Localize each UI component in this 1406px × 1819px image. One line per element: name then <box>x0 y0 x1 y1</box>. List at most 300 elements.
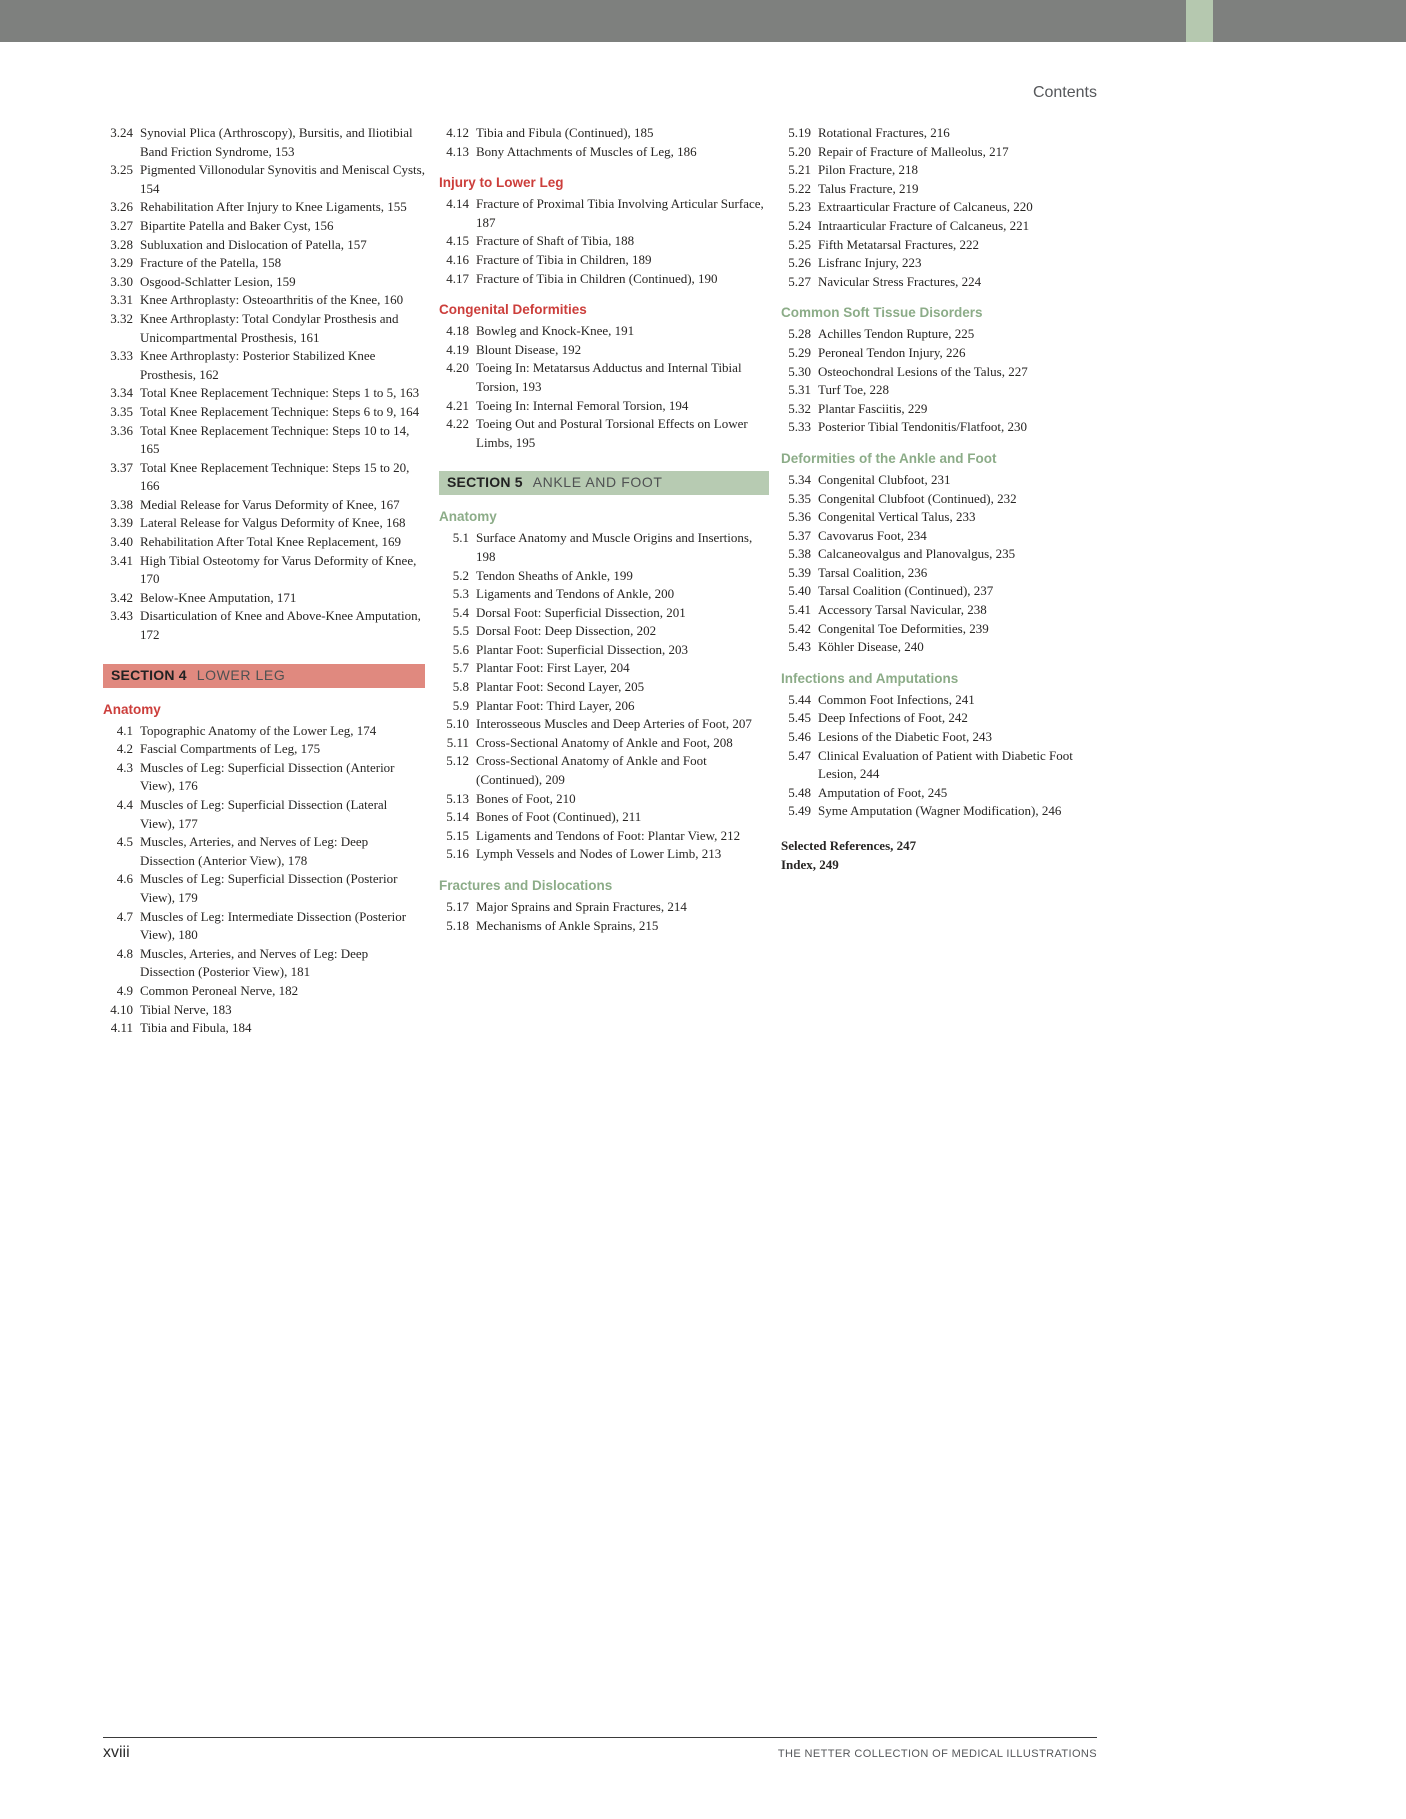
entry-number: 3.26 <box>110 199 133 215</box>
entry-number: 5.6 <box>452 641 469 657</box>
entry-number: 5.9 <box>452 697 469 713</box>
entry-title: Osteochondral Lesions of the Talus, 227 <box>818 363 1028 379</box>
toc-entry <box>103 740 425 759</box>
toc-entry <box>103 908 425 945</box>
toc-entry <box>103 403 425 422</box>
entry-title: Fascial Compartments of Leg, 175 <box>140 741 321 757</box>
toc-subheading: Anatomy <box>439 509 497 525</box>
entry-number: 5.46 <box>788 729 811 745</box>
entry-title: Congenital Toe Deformities, 239 <box>818 620 989 636</box>
toc-subheading: Injury to Lower Leg <box>439 175 564 191</box>
entry-number: 4.14 <box>446 196 469 212</box>
toc-entry <box>439 567 769 586</box>
entry-number: 5.29 <box>788 344 811 360</box>
page-edge-tab <box>1186 0 1213 42</box>
entry-title: Muscles, Arteries, and Nerves of Leg: Deep Dissection (Posterior View), 181 <box>140 945 369 980</box>
toc-entry <box>781 217 1111 236</box>
toc-entry <box>439 827 769 846</box>
entry-title: Toeing Out and Postural Torsional Effects on Lower Limbs, 195 <box>476 416 748 450</box>
entry-title: Lateral Release for Valgus Deformity of Knee, 168 <box>140 515 406 531</box>
toc-entry <box>439 917 769 936</box>
toc-subheading: Common Soft Tissue Disorders <box>781 305 983 321</box>
toc-entry <box>103 310 425 347</box>
entry-number: 3.31 <box>110 292 133 308</box>
entry-title: Common Peroneal Nerve, 182 <box>140 982 299 998</box>
toc-entry <box>439 232 769 251</box>
toc-entry <box>439 585 769 604</box>
entry-title: Dorsal Foot: Superficial Dissection, 201 <box>476 604 686 620</box>
entry-title: Tarsal Coalition, 236 <box>818 564 928 580</box>
entry-title: Köhler Disease, 240 <box>818 639 924 655</box>
entry-number: 4.22 <box>446 416 469 432</box>
entry-title: Rehabilitation After Total Knee Replacement, 169 <box>140 534 401 550</box>
entry-number: 4.2 <box>116 741 133 757</box>
entry-number: 3.30 <box>110 273 133 289</box>
section-title: ANKLE AND FOOT <box>532 474 663 491</box>
entry-title: Below-Knee Amputation, 171 <box>140 589 297 605</box>
toc-subheading: Deformities of the Ankle and Foot <box>781 450 997 466</box>
entry-title: Deep Infections of Foot, 242 <box>818 710 968 726</box>
entry-number: 5.32 <box>788 400 811 416</box>
toc-entry <box>439 124 769 143</box>
toc-entry <box>103 552 425 589</box>
toc-entry <box>103 124 425 161</box>
entry-number: 5.44 <box>788 691 811 707</box>
toc-entry <box>781 709 1111 728</box>
entry-number: 4.11 <box>110 1020 133 1036</box>
toc-entry <box>103 833 425 870</box>
entry-title: Lisfranc Injury, 223 <box>818 255 922 271</box>
entry-title: Bowleg and Knock-Knee, 191 <box>476 323 635 339</box>
entry-title: Ligaments and Tendons of Ankle, 200 <box>476 586 675 602</box>
entry-number: 5.2 <box>452 567 469 583</box>
entry-title: Plantar Foot: First Layer, 204 <box>476 660 630 676</box>
toc-entry <box>103 384 425 403</box>
toc-subheading: Fractures and Dislocations <box>439 878 613 893</box>
entry-title: Topographic Anatomy of the Lower Leg, 174 <box>140 722 377 738</box>
entry-title: Repair of Fracture of Malleolus, 217 <box>818 143 1009 159</box>
entry-title: Talus Fracture, 219 <box>818 180 919 196</box>
toc-entry <box>103 198 425 217</box>
entry-number: 5.18 <box>446 917 469 933</box>
entry-number: 3.42 <box>110 589 133 605</box>
entry-number: 5.34 <box>788 471 811 487</box>
entry-number: 3.41 <box>110 552 133 568</box>
entry-number: 5.17 <box>446 899 469 914</box>
entry-number: 3.29 <box>110 255 133 271</box>
toc-entry <box>103 982 425 1001</box>
entry-title: Bones of Foot (Continued), 211 <box>476 809 642 825</box>
entry-number: 5.15 <box>446 827 469 843</box>
entry-title: High Tibial Osteotomy for Varus Deformity of Knee, 170 <box>140 552 417 587</box>
entry-title: Dorsal Foot: Deep Dissection, 202 <box>476 623 657 639</box>
toc-content <box>103 124 1111 1038</box>
toc-subheading: Anatomy <box>103 701 161 717</box>
entry-title: Total Knee Replacement Technique: Steps 1 to 5, 163 <box>140 385 420 401</box>
footer-book-title: THE NETTER COLLECTION OF MEDICAL ILLUSTRATIONS <box>777 1748 1097 1760</box>
toc-entry <box>103 291 425 310</box>
toc-entry <box>781 143 1111 162</box>
entry-number: 5.27 <box>788 273 811 289</box>
entry-title: Navicular Stress Fractures, 224 <box>818 273 982 289</box>
entry-number: 4.7 <box>116 908 133 924</box>
toc-subheading: Congenital Deformities <box>439 302 587 318</box>
toc-entry <box>103 236 425 255</box>
entry-title: Tarsal Coalition (Continued), 237 <box>818 583 994 599</box>
entry-title: Fracture of the Patella, 158 <box>140 255 282 271</box>
toc-entry <box>781 601 1111 620</box>
entry-title: Plantar Foot: Second Layer, 205 <box>476 679 645 695</box>
entry-title: Toeing In: Internal Femoral Torsion, 194 <box>476 397 689 413</box>
toc-entry <box>103 347 425 384</box>
toc-entry <box>103 496 425 515</box>
entry-title: Achilles Tendon Rupture, 225 <box>818 326 975 342</box>
toc-entry <box>103 759 425 796</box>
entry-title: Tibia and Fibula, 184 <box>140 1020 252 1036</box>
footer <box>103 1744 1097 1762</box>
entry-number: 3.39 <box>110 515 133 531</box>
toc-entry <box>781 161 1111 180</box>
entry-number: 4.5 <box>116 834 133 850</box>
toc-entry <box>781 728 1111 747</box>
toc-entry <box>781 747 1111 784</box>
toc-entry <box>781 471 1111 490</box>
toc-entry <box>781 802 1111 821</box>
entry-number: 5.25 <box>788 236 811 252</box>
entry-number: 5.16 <box>446 846 469 862</box>
entry-title: Tibial Nerve, 183 <box>140 1001 232 1017</box>
toc-entry <box>439 415 769 452</box>
entry-number: 5.24 <box>788 217 811 233</box>
entry-number: 4.18 <box>446 323 469 339</box>
entry-title: Congenital Vertical Talus, 233 <box>818 509 976 525</box>
toc-entry <box>103 1019 425 1038</box>
entry-number: 5.22 <box>788 180 811 196</box>
entry-number: 4.9 <box>116 982 133 998</box>
entry-number: 5.49 <box>788 803 811 819</box>
entry-number: 5.4 <box>452 604 469 620</box>
entry-title: Common Foot Infections, 241 <box>818 691 975 707</box>
entry-title: Pigmented Villonodular Synovitis and Meniscal Cysts, 154 <box>140 162 425 196</box>
page-title: Contents <box>1032 84 1097 101</box>
entry-number: 5.8 <box>452 679 469 695</box>
entry-number: 5.14 <box>446 809 469 825</box>
entry-number: 5.37 <box>788 527 811 543</box>
entry-number: 4.15 <box>446 233 469 249</box>
toc-entry <box>781 418 1111 437</box>
entry-title: Fracture of Tibia in Children (Continued), 190 <box>476 270 718 286</box>
entry-number: 3.27 <box>110 217 133 233</box>
toc-entry <box>781 273 1111 292</box>
entry-title: Plantar Fasciitis, 229 <box>818 400 928 416</box>
entry-title: Knee Arthroplasty: Osteoarthritis of the Knee, 160 <box>140 292 404 308</box>
footer-divider <box>103 1737 1097 1738</box>
toc-entry <box>781 381 1111 400</box>
entry-title: Calcaneovalgus and Planovalgus, 235 <box>818 546 1016 562</box>
entry-title: Clinical Evaluation of Patient with Diabetic Foot Lesion, 244 <box>818 747 1073 782</box>
entry-number: 4.20 <box>446 360 469 376</box>
entry-title: Bipartite Patella and Baker Cyst, 156 <box>140 217 334 233</box>
toc-entry <box>781 620 1111 639</box>
entry-number: 4.3 <box>116 759 133 775</box>
entry-title: Major Sprains and Sprain Fractures, 214 <box>476 899 687 914</box>
entry-title: Posterior Tibial Tendonitis/Flatfoot, 230 <box>818 419 1028 435</box>
toc-entry <box>103 217 425 236</box>
entry-number: 5.31 <box>788 382 811 398</box>
entry-number: 3.32 <box>110 310 133 326</box>
entry-title: Total Knee Replacement Technique: Steps 6 to 9, 164 <box>140 403 420 419</box>
section-badge: SECTION 4 <box>111 666 187 683</box>
toc-entry <box>439 529 769 566</box>
toc-entry <box>103 161 425 198</box>
entry-title: Mechanisms of Ankle Sprains, 215 <box>476 917 659 933</box>
toc-entry <box>781 254 1111 273</box>
entry-title: Tendon Sheaths of Ankle, 199 <box>476 567 633 583</box>
toc-entry <box>781 508 1111 527</box>
entry-title: Total Knee Replacement Technique: Steps 15 to 20, 166 <box>140 459 410 494</box>
entry-title: Muscles of Leg: Intermediate Dissection (Posterior View), 180 <box>140 908 407 943</box>
entry-title: Pilon Fracture, 218 <box>818 162 919 178</box>
toc-entry <box>103 514 425 533</box>
toc-entry <box>439 143 769 162</box>
entry-title: Muscles of Leg: Superficial Dissection (Posterior View), 179 <box>140 871 398 905</box>
entry-number: 5.42 <box>788 620 811 636</box>
entry-title: Osgood-Schlatter Lesion, 159 <box>140 273 296 289</box>
entry-number: 3.37 <box>110 459 133 475</box>
toc-column-middle <box>439 124 769 1038</box>
toc-entry <box>781 363 1111 382</box>
toc-entry <box>439 659 769 678</box>
toc-entry <box>781 180 1111 199</box>
entry-number: 5.36 <box>788 509 811 525</box>
entry-title: Amputation of Foot, 245 <box>818 784 948 800</box>
entry-title: Knee Arthroplasty: Total Condylar Prosthesis and Unicompartmental Prosthesis, 161 <box>140 310 399 345</box>
entry-number: 5.41 <box>788 602 811 618</box>
toc-entry <box>103 722 425 741</box>
section-header <box>103 664 425 688</box>
entry-number: 5.28 <box>788 326 811 342</box>
toc-endmatter-line: Index, 249 <box>781 856 839 872</box>
entry-number: 5.19 <box>788 125 811 140</box>
toc-entry <box>103 796 425 833</box>
entry-number: 4.8 <box>116 945 133 961</box>
entry-title: Intraarticular Fracture of Calcaneus, 221 <box>818 217 1030 233</box>
toc-entry <box>439 808 769 827</box>
entry-title: Synovial Plica (Arthroscopy), Bursitis, and Iliotibial Band Friction Syndrome, 153 <box>140 125 413 159</box>
entry-title: Cross-Sectional Anatomy of Ankle and Foot (Continued), 209 <box>476 753 707 788</box>
entry-number: 5.1 <box>452 530 469 546</box>
entry-number: 5.23 <box>788 199 811 215</box>
entry-number: 4.6 <box>116 871 133 887</box>
toc-entry <box>781 198 1111 217</box>
toc-entry <box>781 784 1111 803</box>
entry-number: 5.45 <box>788 710 811 726</box>
section-title: LOWER LEG <box>196 666 286 683</box>
entry-number: 5.20 <box>788 143 811 159</box>
entry-title: Fifth Metatarsal Fractures, 222 <box>818 236 980 252</box>
entry-number: 3.28 <box>110 236 133 252</box>
toc-entry <box>439 622 769 641</box>
entry-title: Accessory Tarsal Navicular, 238 <box>818 602 987 618</box>
toc-subheading: Infections and Amputations <box>781 670 959 686</box>
entry-number: 5.30 <box>788 363 811 379</box>
entry-number: 4.16 <box>446 251 469 267</box>
toc-entry <box>781 527 1111 546</box>
entry-title: Extraarticular Fracture of Calcaneus, 220 <box>818 199 1033 215</box>
toc-endmatter-line: Selected References, 247 <box>781 838 917 853</box>
entry-title: Cavovarus Foot, 234 <box>818 527 927 543</box>
entry-number: 5.48 <box>788 784 811 800</box>
toc-entry <box>439 397 769 416</box>
toc-entry <box>103 589 425 608</box>
toc-entry <box>439 697 769 716</box>
entry-title: Surface Anatomy and Muscle Origins and Insertions, 198 <box>476 530 753 564</box>
entry-number: 3.24 <box>110 125 133 140</box>
toc-entry <box>103 254 425 273</box>
entry-title: Cross-Sectional Anatomy of Ankle and Foot, 208 <box>476 734 733 750</box>
entry-number: 5.5 <box>452 623 469 639</box>
toc-entry <box>439 734 769 753</box>
entry-number: 3.33 <box>110 348 133 364</box>
toc-entry <box>439 270 769 289</box>
toc-entry <box>781 236 1111 255</box>
toc-entry <box>103 533 425 552</box>
toc-entry <box>103 422 425 459</box>
toc-entry <box>103 607 425 644</box>
toc-entry <box>439 322 769 341</box>
entry-number: 5.7 <box>452 660 469 676</box>
footer-page-number: xviii <box>103 1744 130 1761</box>
toc-column-left <box>103 124 425 1038</box>
entry-number: 5.38 <box>788 546 811 562</box>
toc-entry <box>439 641 769 660</box>
toc-entry <box>103 273 425 292</box>
toc-entry <box>781 691 1111 710</box>
entry-title: Turf Toe, 228 <box>818 382 889 398</box>
entry-title: Bony Attachments of Muscles of Leg, 186 <box>476 143 697 159</box>
entry-number: 4.1 <box>116 722 133 738</box>
toc-entry <box>781 582 1111 601</box>
entry-title: Plantar Foot: Third Layer, 206 <box>476 697 635 713</box>
toc-entry <box>439 359 769 396</box>
toc-entry <box>439 752 769 789</box>
entry-number: 3.36 <box>110 422 133 438</box>
entry-number: 4.17 <box>446 270 469 286</box>
entry-title: Lesions of the Diabetic Foot, 243 <box>818 729 993 745</box>
entry-title: Fracture of Tibia in Children, 189 <box>476 251 652 267</box>
toc-entry <box>781 638 1111 657</box>
entry-title: Medial Release for Varus Deformity of Knee, 167 <box>140 496 400 512</box>
entry-number: 3.34 <box>110 385 133 401</box>
entry-title: Peroneal Tendon Injury, 226 <box>818 344 966 360</box>
entry-title: Muscles, Arteries, and Nerves of Leg: Deep Dissection (Anterior View), 178 <box>140 834 369 868</box>
toc-entry <box>103 1001 425 1020</box>
entry-title: Interosseous Muscles and Deep Arteries of Foot, 207 <box>476 716 752 732</box>
entry-title: Congenital Clubfoot (Continued), 232 <box>818 490 1017 506</box>
entry-title: Muscles of Leg: Superficial Dissection (Lateral View), 177 <box>140 797 388 831</box>
entry-number: 4.12 <box>446 125 469 140</box>
top-decoration-bar <box>0 0 1406 42</box>
toc-entry <box>781 490 1111 509</box>
toc-entry <box>439 790 769 809</box>
entry-title: Tibia and Fibula (Continued), 185 <box>476 125 654 140</box>
entry-title: Knee Arthroplasty: Posterior Stabilized Knee Prosthesis, 162 <box>140 348 376 382</box>
entry-number: 4.10 <box>110 1001 133 1017</box>
entry-title: Bones of Foot, 210 <box>476 790 576 806</box>
entry-number: 3.25 <box>110 162 133 178</box>
toc-entry <box>439 845 769 864</box>
entry-title: Disarticulation of Knee and Above-Knee Amputation, 172 <box>140 608 421 643</box>
entry-number: 5.33 <box>788 419 811 435</box>
entry-number: 5.3 <box>452 586 469 602</box>
entry-number: 3.40 <box>110 534 133 550</box>
entry-title: Rehabilitation After Injury to Knee Ligaments, 155 <box>140 199 407 215</box>
toc-entry <box>439 251 769 270</box>
toc-entry <box>781 344 1111 363</box>
entry-number: 3.43 <box>110 608 133 624</box>
toc-column-right <box>781 124 1111 1038</box>
entry-number: 5.47 <box>788 747 811 763</box>
toc-entry <box>103 459 425 496</box>
entry-number: 5.35 <box>788 490 811 506</box>
section-badge: SECTION 5 <box>447 474 523 491</box>
entry-number: 5.11 <box>446 734 469 750</box>
entry-number: 5.10 <box>446 716 469 732</box>
toc-entry <box>781 400 1111 419</box>
entry-title: Syme Amputation (Wagner Modification), 246 <box>818 803 1062 819</box>
entry-number: 5.21 <box>788 162 811 178</box>
toc-entry <box>781 325 1111 344</box>
toc-entry <box>103 870 425 907</box>
entry-title: Rotational Fractures, 216 <box>818 125 950 140</box>
toc-entry <box>439 898 769 917</box>
entry-title: Total Knee Replacement Technique: Steps 10 to 14, 165 <box>140 422 410 457</box>
entry-title: Fracture of Proximal Tibia Involving Articular Surface, 187 <box>476 196 764 230</box>
toc-entry <box>781 564 1111 583</box>
toc-entry <box>439 678 769 697</box>
entry-number: 5.12 <box>446 753 469 769</box>
entry-number: 4.13 <box>446 143 469 159</box>
entry-number: 5.13 <box>446 790 469 806</box>
entry-number: 4.21 <box>446 397 469 413</box>
entry-title: Muscles of Leg: Superficial Dissection (Anterior View), 176 <box>140 759 395 794</box>
entry-title: Lymph Vessels and Nodes of Lower Limb, 213 <box>476 846 722 862</box>
toc-entry <box>781 124 1111 143</box>
entry-number: 4.19 <box>446 341 469 357</box>
entry-title: Subluxation and Dislocation of Patella, 157 <box>140 236 367 252</box>
entry-number: 5.43 <box>788 639 811 655</box>
toc-entry <box>439 195 769 232</box>
entry-title: Congenital Clubfoot, 231 <box>818 471 951 487</box>
entry-title: Fracture of Shaft of Tibia, 188 <box>476 233 635 249</box>
section-header <box>439 471 769 495</box>
entry-title: Toeing In: Metatarsus Adductus and Internal Tibial Torsion, 193 <box>476 360 742 394</box>
entry-number: 4.4 <box>116 797 133 812</box>
entry-title: Blount Disease, 192 <box>476 341 582 357</box>
toc-entry <box>103 945 425 982</box>
toc-entry <box>781 545 1111 564</box>
entry-title: Plantar Foot: Superficial Dissection, 203 <box>476 641 688 657</box>
entry-title: Ligaments and Tendons of Foot: Plantar View, 212 <box>476 827 741 843</box>
entry-number: 3.38 <box>110 496 133 512</box>
entry-number: 3.35 <box>110 403 133 419</box>
toc-entry <box>439 715 769 734</box>
entry-number: 5.26 <box>788 255 811 271</box>
entry-number: 5.39 <box>788 564 811 580</box>
entry-number: 5.40 <box>788 583 811 599</box>
toc-entry <box>439 341 769 360</box>
toc-entry <box>439 604 769 623</box>
